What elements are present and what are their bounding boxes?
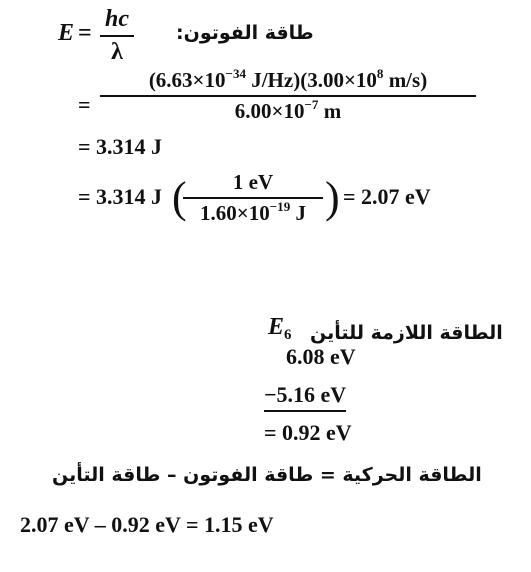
right-paren: ) <box>325 173 340 222</box>
step1-den-exponent: −7 <box>304 96 319 112</box>
step1-den-part: 6.00×10 <box>234 99 305 123</box>
step3-den-part: J <box>290 201 306 225</box>
step1-num-part: (6.63×10 <box>148 68 226 92</box>
photon-formula-eq: = <box>78 20 92 46</box>
ionization-value-1: 6.08 eV <box>286 344 356 369</box>
step1-numerator <box>100 65 476 93</box>
ionization-label: الطاقة اللازمة للتأين <box>310 322 503 344</box>
step1-num-part: J/Hz)(3.00×10 <box>245 68 377 92</box>
fraction-bar <box>100 35 134 37</box>
step3-den-exponent: −19 <box>269 198 291 214</box>
step2-result: = 3.314 J <box>78 134 163 159</box>
ionization-result: = 0.92 eV <box>264 420 352 445</box>
ionization-symbol <box>268 314 292 344</box>
photon-formula-lhs: E <box>58 20 75 46</box>
ionization-symbol-subscript: 6 <box>284 327 292 344</box>
step1-fraction <box>100 65 476 124</box>
left-paren: ( <box>172 173 187 222</box>
fraction-bar <box>183 197 323 199</box>
step1-eq: = <box>78 92 91 117</box>
step3-tail: = 2.07 eV <box>343 184 431 209</box>
step1-num-part: m/s) <box>383 68 428 92</box>
photon-formula-numerator: hc <box>105 6 129 32</box>
kinetic-energy-equation: الطاقة الحركية = طاقة الفوتون – طاقة التأين <box>52 464 482 486</box>
step1-denominator <box>100 96 476 124</box>
photon-formula-denominator: λ <box>111 39 123 65</box>
step1-den-part: m <box>318 99 342 123</box>
step3-lead: = 3.314 J <box>78 184 163 209</box>
final-result: 2.07 eV – 0.92 eV = 1.15 eV <box>20 512 274 537</box>
photon-energy-label: طاقة الفوتون: <box>176 22 314 44</box>
ionization-value-2: −5.16 eV <box>264 382 346 412</box>
step3-denominator <box>183 198 323 226</box>
fraction-bar <box>100 95 476 97</box>
ionization-symbol-letter: E <box>268 314 285 340</box>
step1-num-exponent: −34 <box>225 65 246 81</box>
step3-numerator: 1 eV <box>232 170 274 194</box>
step3-den-part: 1.60×10 <box>200 201 270 225</box>
photon-formula-fraction <box>100 6 134 66</box>
step1-num-exponent: 8 <box>376 65 384 81</box>
step3-fraction <box>183 170 323 226</box>
